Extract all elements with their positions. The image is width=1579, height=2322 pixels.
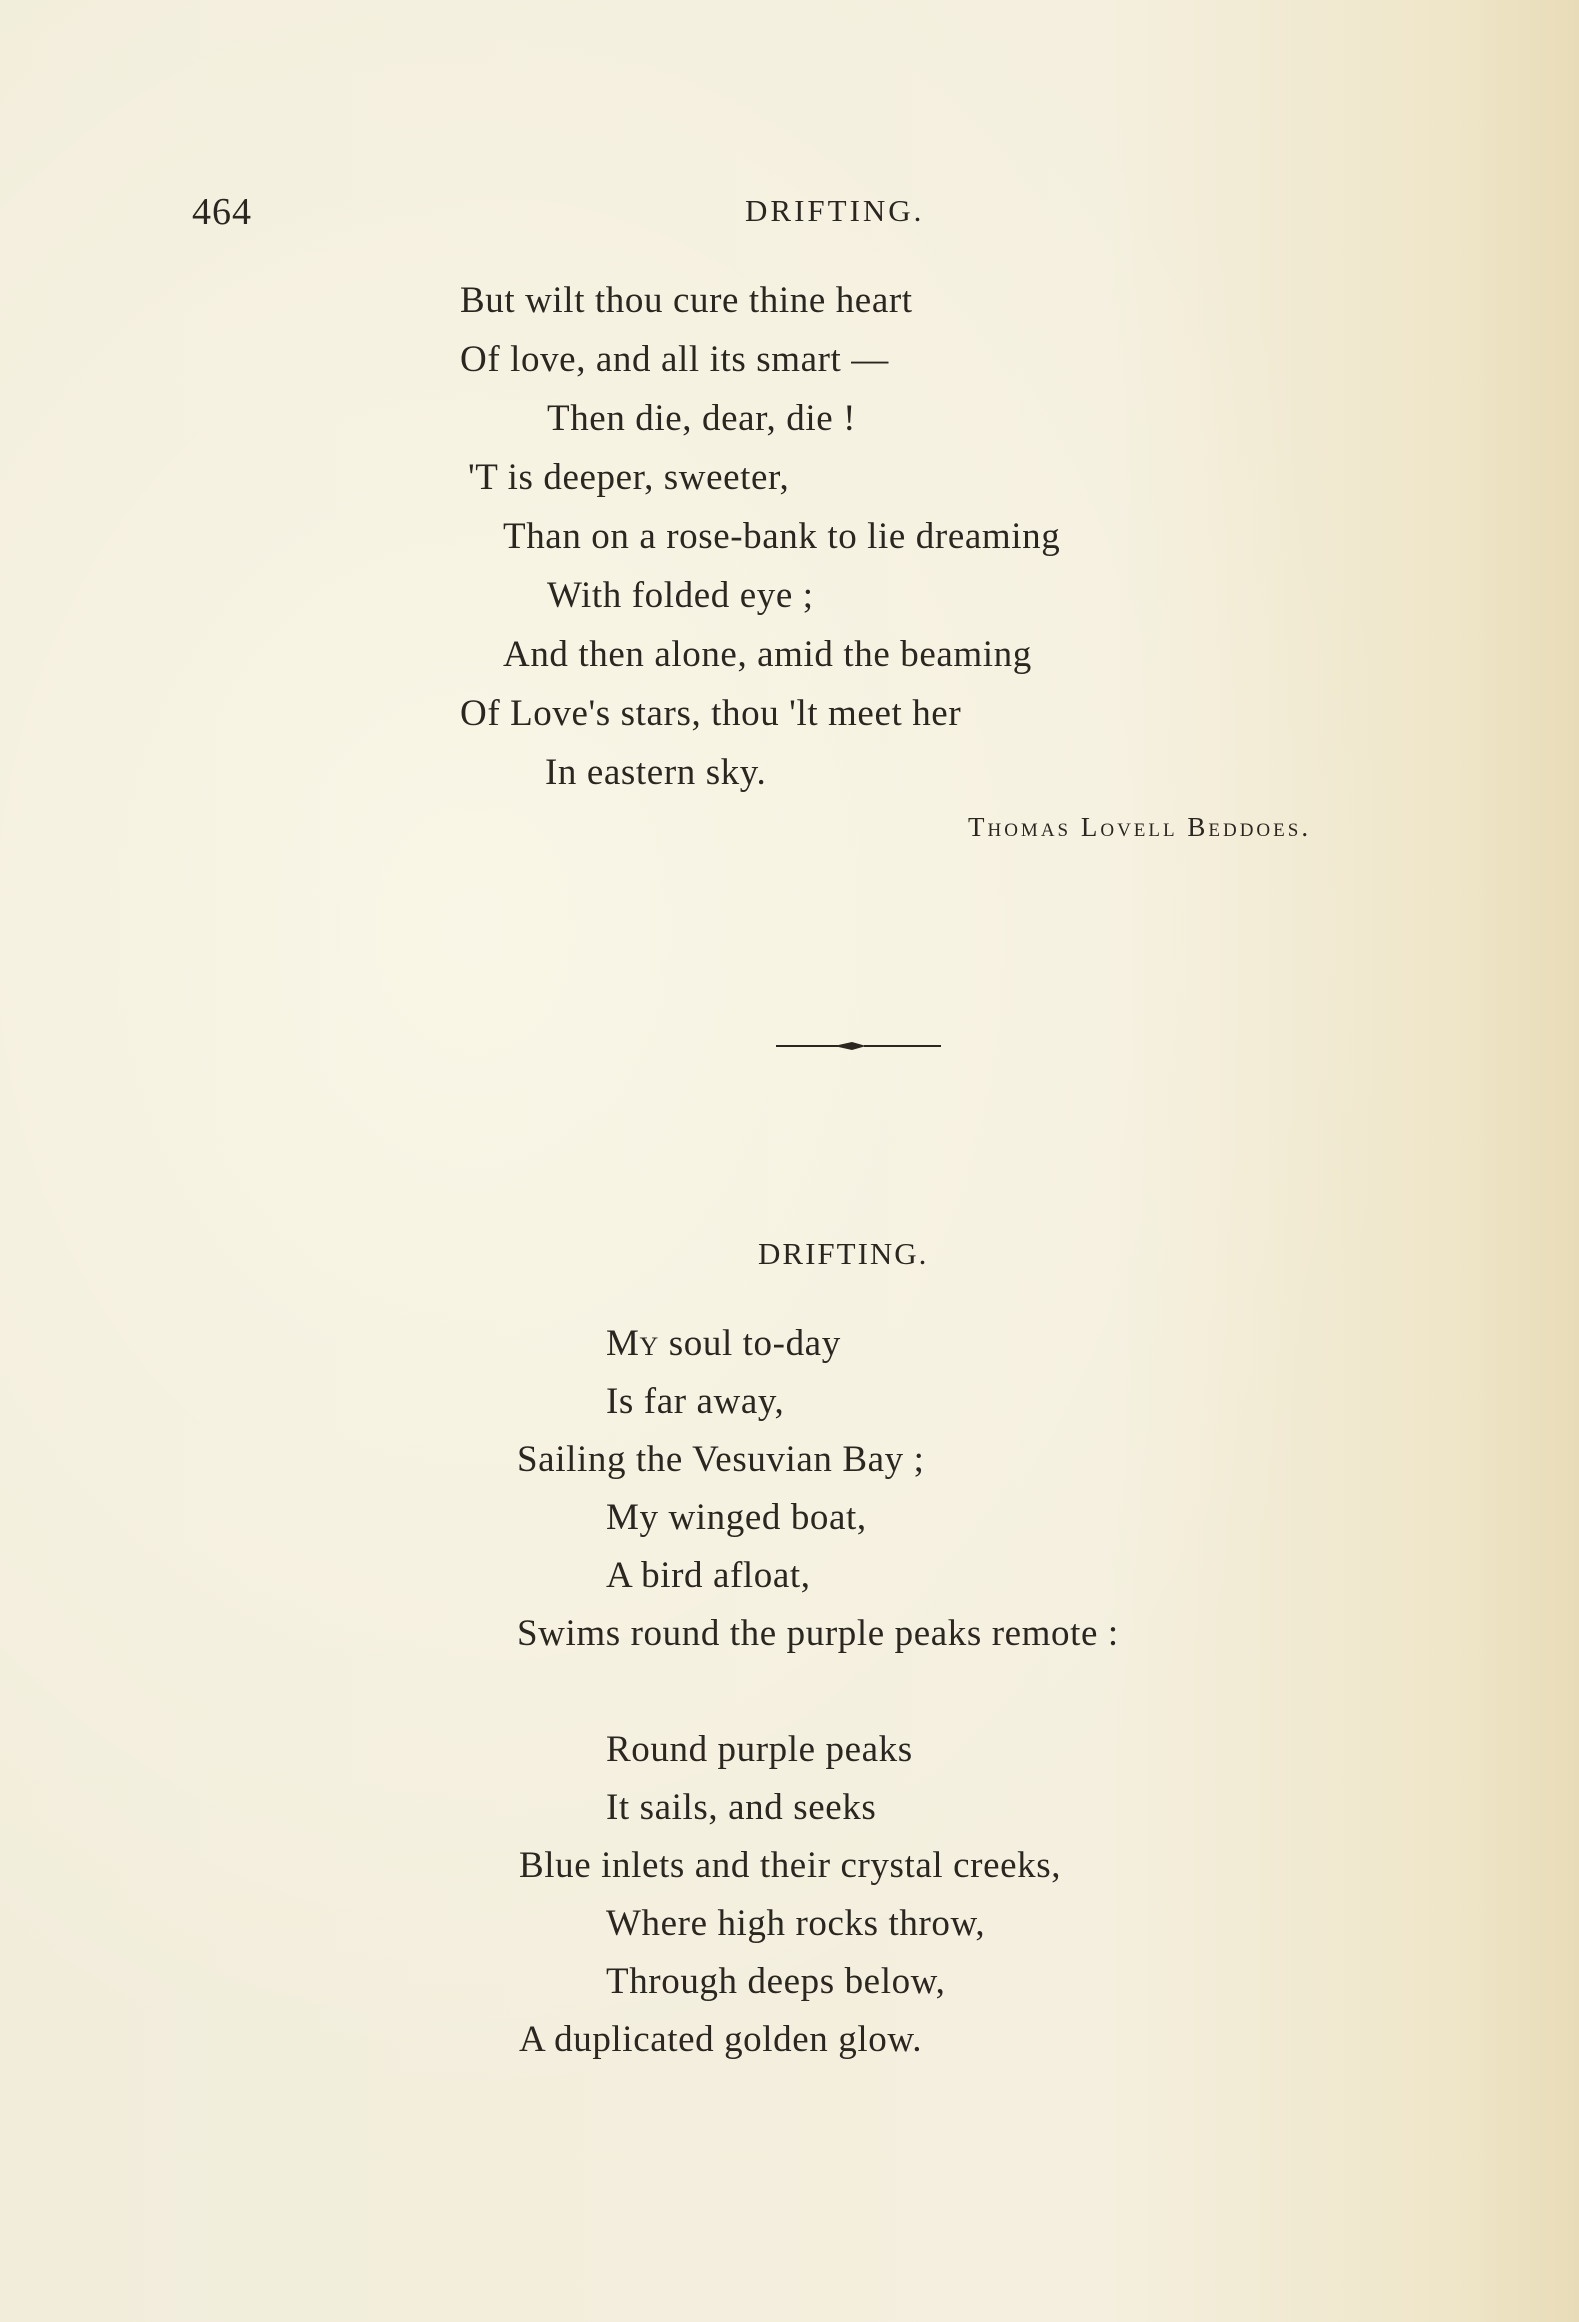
author-attribution: Thomas Lovell Beddoes. xyxy=(968,812,1312,842)
page-number: 464 xyxy=(192,191,252,233)
poem-line: Sailing the Vesuvian Bay ; xyxy=(517,1439,925,1480)
poem-line: It sails, and seeks xyxy=(606,1787,877,1828)
poem-line: Round purple peaks xyxy=(606,1729,913,1770)
poem-line: Blue inlets and their crystal creeks, xyxy=(519,1845,1062,1886)
poem-line: And then alone, amid the beaming xyxy=(503,634,1032,675)
poem-line: Is far away, xyxy=(606,1381,785,1422)
poem-line: Then die, dear, die ! xyxy=(547,398,857,439)
poem-line xyxy=(606,1325,841,1362)
small-caps-rest: y xyxy=(639,1323,659,1364)
poem-title: DRIFTING. xyxy=(758,1236,929,1271)
poem-line: But wilt thou cure thine heart xyxy=(460,280,913,321)
poem-line: 'T is deeper, sweeter, xyxy=(468,457,790,498)
poem-line: My winged boat, xyxy=(606,1497,867,1538)
line-rest: soul to-day xyxy=(658,1323,841,1364)
poem-line: A duplicated golden glow. xyxy=(519,2019,923,2060)
running-head: DRIFTING. xyxy=(745,193,925,228)
poem-line: Than on a rose-bank to lie dreaming xyxy=(503,516,1061,557)
poem-line: With folded eye ; xyxy=(547,575,814,616)
poem-line: Swims round the purple peaks remote : xyxy=(517,1613,1119,1654)
poem-line: In eastern sky. xyxy=(545,752,767,793)
poem-line: A bird afloat, xyxy=(606,1555,811,1596)
poem-line: Of love, and all its smart — xyxy=(460,339,889,380)
poem-line: Of Love's stars, thou 'lt meet her xyxy=(460,693,962,734)
poem-line: Through deeps below, xyxy=(606,1961,946,2002)
poem-line: Where high rocks throw, xyxy=(606,1903,986,1944)
ornament-divider-icon xyxy=(776,1036,941,1056)
drop-initial: M xyxy=(606,1323,640,1364)
